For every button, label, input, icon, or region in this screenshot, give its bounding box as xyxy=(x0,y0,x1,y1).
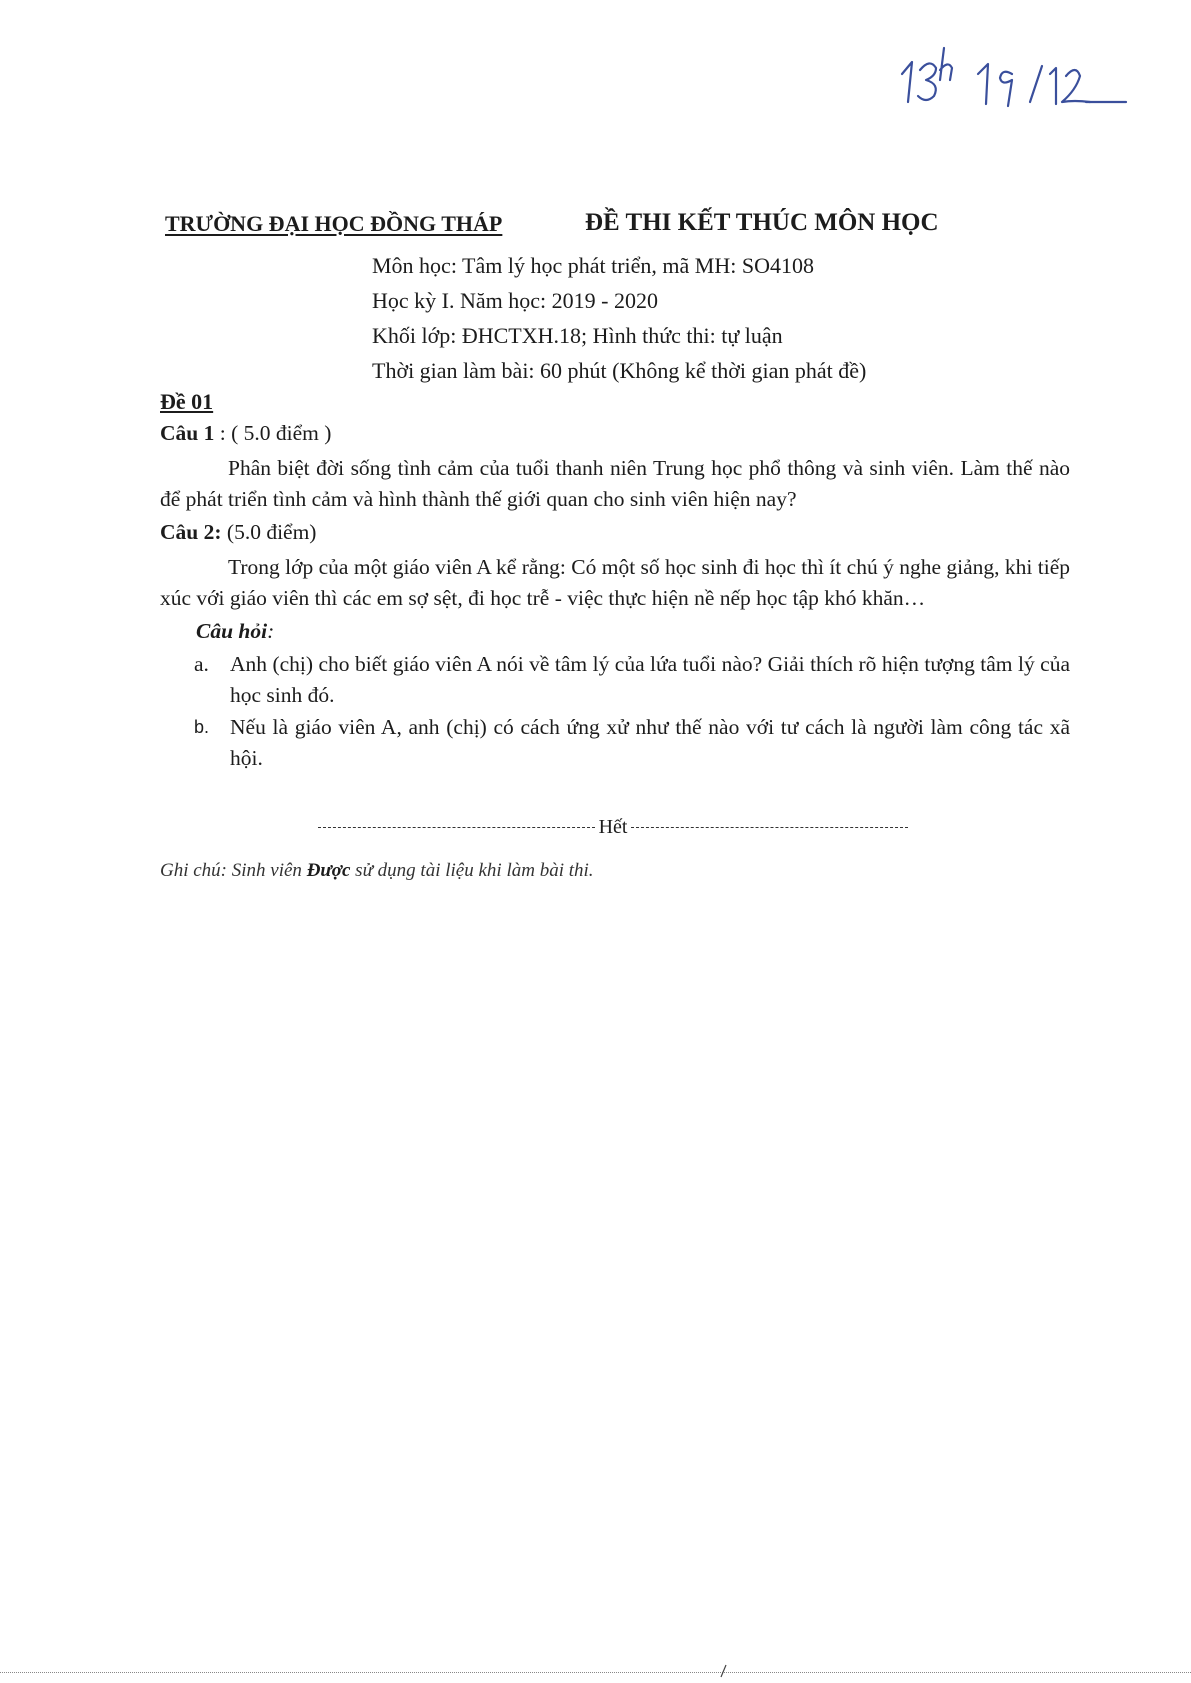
sub-question-b-text: Nếu là giáo viên A, anh (chị) có cách ứng xử như thế nào với tư cách là người làm công tác xã hội. xyxy=(230,715,1070,770)
sub-questions-heading-label: Câu hỏi xyxy=(196,619,268,643)
sub-question-a-text: Anh (chị) cho biết giáo viên A nói về tâm lý của lứa tuổi nào? Giải thích rõ hiện tượng tâm lý của học sinh đó. xyxy=(230,652,1070,707)
exam-code: Đề 01 xyxy=(160,389,214,414)
question-2-heading xyxy=(160,517,1070,548)
question-1-points: : ( 5.0 điểm ) xyxy=(219,421,332,445)
end-dash-right xyxy=(631,827,908,828)
bottom-scan-rule xyxy=(0,1672,1191,1673)
exam-class: Khối lớp: ĐHCTXH.18; Hình thức thi: tự luận xyxy=(372,323,783,348)
question-2-points: (5.0 điểm) xyxy=(226,520,317,544)
question-2-label: Câu 2: xyxy=(160,520,222,544)
sub-questions-heading-colon: : xyxy=(267,619,275,643)
footnote xyxy=(160,860,594,882)
sub-question-list xyxy=(160,649,1070,774)
sub-question-a xyxy=(160,649,1070,711)
question-1-label: Câu 1 xyxy=(160,421,215,445)
footnote-suffix: sử dụng tài liệu khi làm bài thi. xyxy=(355,860,594,881)
exam-duration: Thời gian làm bài: 60 phút (Không kể thời gian phát đề) xyxy=(372,358,867,383)
sub-question-b xyxy=(160,712,1070,774)
end-of-exam-line xyxy=(318,814,908,840)
exam-header xyxy=(165,211,1025,245)
exam-subject: Môn học: Tâm lý học phát triển, mã MH: SO4108 xyxy=(372,253,814,278)
exam-title: ĐỀ THI KẾT THÚC MÔN HỌC xyxy=(585,209,939,236)
school-name: TRƯỜNG ĐẠI HỌC ĐỒNG THÁP xyxy=(165,211,503,236)
question-2-text: Trong lớp của một giáo viên A kể rằng: Có một số học sinh đi học thì ít chú ý nghe giảng, khi tiếp xúc với giáo viên thì các em sợ sệt, đi học trễ - việc thực hiện nề nếp học tập khó khăn… xyxy=(160,555,1070,610)
end-dash-left xyxy=(318,827,595,828)
sub-questions-heading xyxy=(196,616,1070,647)
sub-question-a-marker: a. xyxy=(194,652,209,676)
question-1-text: Phân biệt đời sống tình cảm của tuổi thanh niên Trung học phổ thông và sinh viên. Làm thế nào để phát triển tình cảm và hình thành thế giới quan cho sinh viên hiện nay? xyxy=(160,456,1070,511)
bottom-tick-mark xyxy=(718,1664,728,1678)
exam-semester: Học kỳ I. Năm học: 2019 - 2020 xyxy=(372,288,658,313)
footnote-prefix: Ghi chú: Sinh viên xyxy=(160,860,302,881)
sub-question-b-marker: b. xyxy=(194,717,210,737)
handwritten-note xyxy=(890,40,1130,110)
footnote-emphasis: Được xyxy=(306,860,351,881)
exam-info xyxy=(372,248,866,388)
question-1-heading xyxy=(160,418,1070,449)
end-label: Hết xyxy=(598,815,628,838)
exam-body xyxy=(160,386,1070,775)
